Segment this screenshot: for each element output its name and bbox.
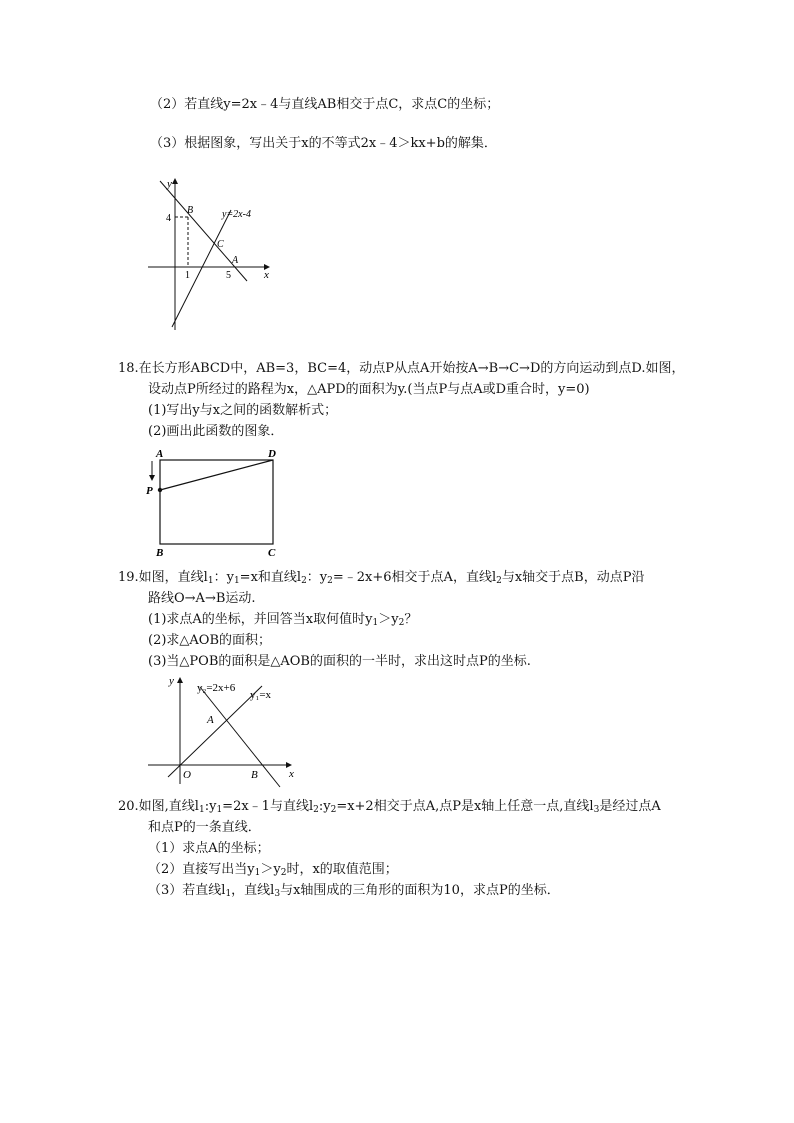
q18-part1: (1)写出y与x之间的函数解析式；	[148, 403, 338, 418]
y-axis-arrow	[177, 677, 183, 683]
q17-graph	[140, 175, 280, 335]
tick-label-1: 1	[185, 270, 190, 281]
y-axis-arrow	[172, 178, 178, 184]
q20-part1: （1）求点A的坐标；	[148, 841, 270, 856]
line-y1	[168, 686, 262, 777]
origin-label: O	[183, 769, 191, 781]
line-label-eq: y=2x-4	[222, 209, 251, 220]
rectangle-abcd	[160, 460, 273, 544]
point-p	[158, 488, 162, 492]
q19-graph	[140, 672, 300, 792]
q19-part2: (2)求△AOB的面积；	[148, 633, 272, 648]
label-c: C	[268, 547, 276, 559]
line-y-2x-4	[172, 210, 231, 327]
axis-label-x: x	[264, 269, 269, 281]
q18-line1: 18.在长方形ABCD中，AB=3，BC=4，动点P从点A开始按A→B→C→D的方向运动到点D.如图，	[118, 361, 685, 376]
label-a: A	[156, 448, 164, 460]
tick-label-4: 4	[166, 213, 171, 224]
axis-label-x: x	[289, 768, 294, 780]
axis-label-y: y	[167, 178, 172, 190]
label-d: D	[268, 448, 276, 460]
axis-label-y: y	[169, 675, 174, 687]
label-p: P	[146, 485, 153, 497]
segment-pd	[160, 460, 273, 490]
q19-part1: (1)求点A的坐标，并回答当x取何值时$y_1>y_2$？	[148, 612, 418, 628]
q17-part2: （2）若直线y=2x﹣4与直线AB相交于点C，求点C的坐标；	[150, 97, 500, 112]
q17-part3: （3）根据图象，写出关于x的不等式2x﹣4＞kx+b的解集．	[150, 136, 497, 151]
label-b: B	[156, 547, 164, 559]
q19-part3: (3)当△POB的面积是△AOB的面积的一半时，求出这时点P的坐标.	[148, 654, 531, 669]
point-label-b: B	[187, 205, 194, 216]
point-label-b: B	[251, 769, 258, 781]
q20-part3: （3）若直线$l_1$，直线$l_3$与x轴围成的三角形的面积为10，求点P的坐标．	[148, 883, 560, 899]
q20-line2: 和点P的一条直线．	[148, 820, 261, 835]
line-label-y1: y₁=x	[250, 689, 272, 701]
line-y2	[200, 687, 280, 787]
q18-part2: (2)画出此函数的图象．	[148, 424, 284, 439]
q20-line1: 20.如图,直线$l_1:y_1=2x﹣1$与直线$l_2:y_2=x+2$相交于点A,点P是x轴上任意一点,直线$l_3$是经过点A	[118, 799, 661, 815]
point-label-a: A	[232, 255, 239, 266]
q20-part2: （2）直接写出当$y_1>y_2$时，x的取值范围；	[148, 862, 398, 878]
line-label-y2: y₂=2x+6	[197, 682, 236, 694]
line-ab	[160, 181, 247, 281]
q18-line2: 设动点P所经过的路程为x，△APD的面积为y.(当点P与点A或D重合时，y=0)	[148, 382, 590, 397]
motion-arrow-head	[149, 475, 155, 481]
q19-line2: 路线O→A→B运动.	[148, 591, 256, 606]
tick-label-5: 5	[226, 270, 231, 281]
q18-rectangle-figure	[140, 445, 290, 560]
point-label-a: A	[207, 714, 214, 726]
q19-line1: 19.如图，直线$l_1$：$y_1=x$和直线$l_2$：$y_2=﹣2x+6$相交于点A，直线$l_2$与x轴交于点B，动点P沿	[118, 570, 645, 586]
point-label-c: C	[217, 239, 224, 250]
